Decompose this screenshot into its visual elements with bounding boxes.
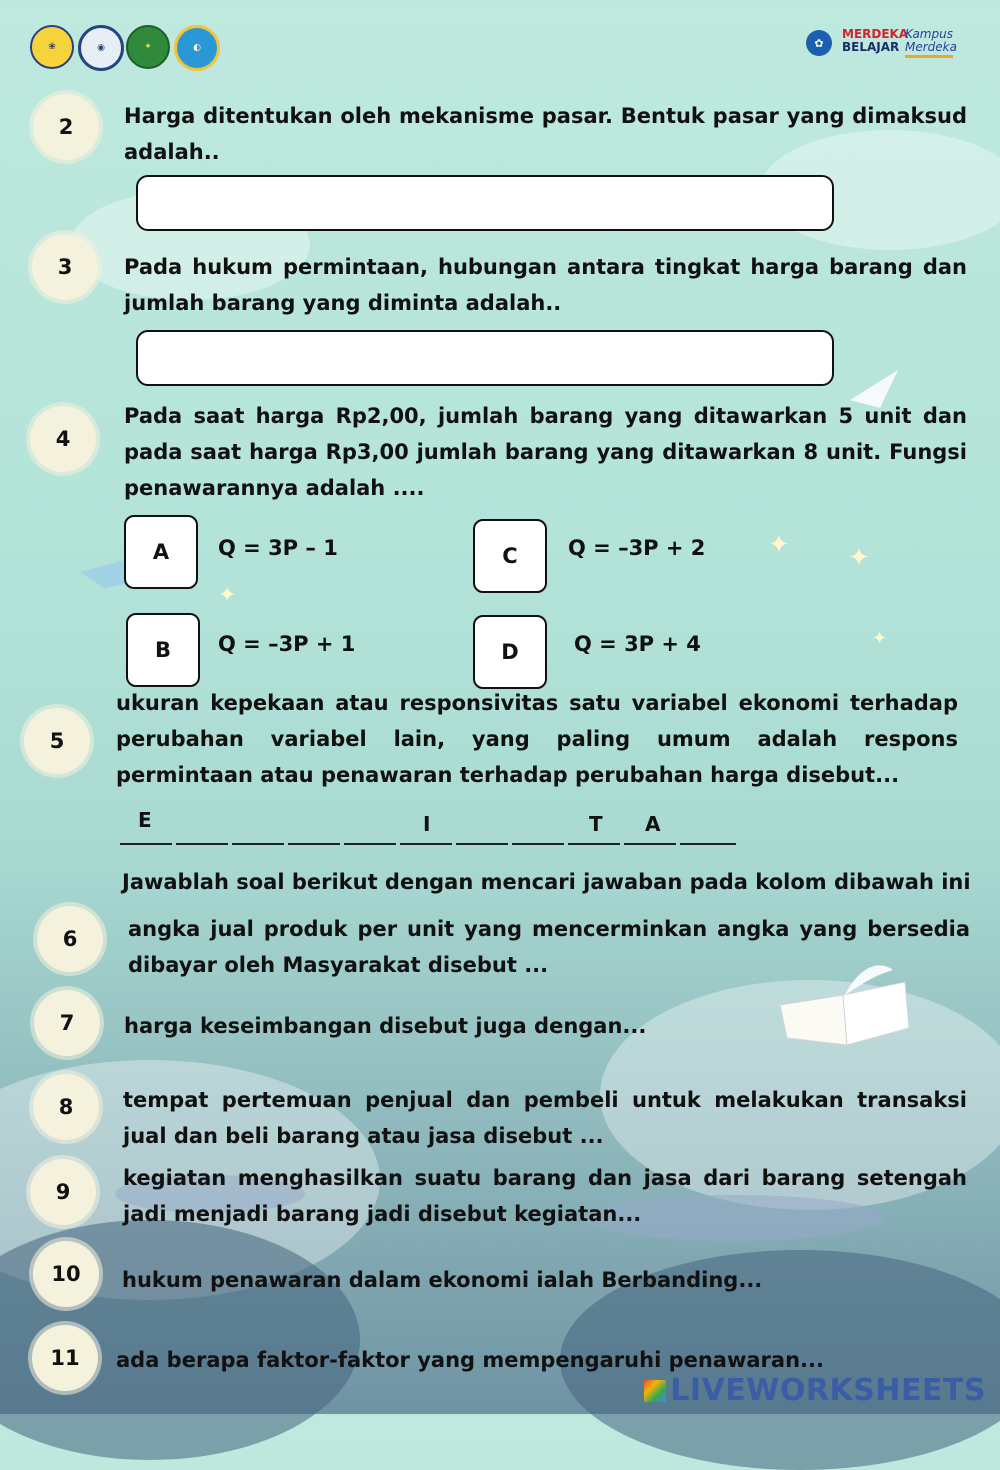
question-number-badge: 7 (34, 990, 100, 1056)
kampus-merdeka-logo (905, 28, 957, 58)
letter-hint: T (589, 812, 603, 836)
question-text: kegiatan menghasilkan suatu barang dan jasa dari barang setengah jadi menjadi barang jadi disebut kegiatan... (123, 1166, 967, 1226)
question-number-badge: 2 (33, 94, 99, 160)
question-number-badge: 9 (30, 1159, 96, 1225)
option-c-button[interactable]: C (473, 519, 547, 593)
sparkle-icon: ✦ (768, 530, 790, 560)
letter-blank-slot[interactable] (680, 843, 736, 845)
question-number-badge: 11 (32, 1325, 98, 1391)
option-b-button[interactable]: B (126, 613, 200, 687)
letter-blank-slot[interactable] (512, 843, 564, 845)
merdeka-belajar-logo (842, 28, 908, 54)
option-a-button[interactable]: A (124, 515, 198, 589)
sparkle-icon: ✦ (872, 628, 888, 649)
letter-blank-slot[interactable] (456, 843, 508, 845)
program-seal-icon: ◐ (174, 25, 220, 71)
letter-blank-slot[interactable] (288, 843, 340, 845)
liveworksheets-brand-text: LIVEWORKSHEETS (670, 1373, 986, 1408)
question-number-badge: 5 (24, 708, 90, 774)
letter-blank-slot[interactable] (624, 843, 676, 845)
question-number-badge: 8 (33, 1074, 99, 1140)
answer-input-q2[interactable] (136, 175, 834, 231)
faculty-seal-icon: ◉ (78, 25, 124, 71)
kemdikbud-logo-icon: ✿ (806, 30, 832, 56)
option-d-text: Q = 3P + 4 (574, 632, 701, 656)
brand-kampus-line1: Kampus (905, 27, 953, 41)
letter-blank-slot[interactable] (400, 843, 452, 845)
letter-blank-slot[interactable] (344, 843, 396, 845)
question-number-badge: 3 (32, 234, 98, 300)
option-d-button[interactable]: D (473, 615, 547, 689)
sparkle-icon: ✦ (848, 543, 870, 573)
brand-kampus-underline (905, 55, 953, 58)
question-text: hukum penawaran dalam ekonomi ialah Berbanding... (122, 1268, 763, 1292)
question-text: Pada saat harga Rp2,00, jumlah barang yang ditawarkan 5 unit dan pada saat harga Rp3,00 jumlah barang yang ditawarkan 8 unit. Fungsi penawarannya adalah .... (124, 404, 967, 500)
question-text: Pada hukum permintaan, hubungan antara tingkat harga barang dan jumlah barang yang diminta adalah.. (124, 255, 967, 315)
question-text: harga keseimbangan disebut juga dengan... (124, 1014, 647, 1038)
question-text: tempat pertemuan penjual dan pembeli untuk melakukan transaksi jual dan beli barang atau jasa disebut ... (123, 1088, 967, 1148)
university-seal-icon: ❀ (30, 25, 74, 69)
brand-kampus-line2: Merdeka (905, 40, 957, 54)
letter-blank-slot[interactable] (120, 843, 172, 845)
brand-merdeka-line2: BELAJAR (842, 40, 900, 54)
letter-blank-slot[interactable] (568, 843, 620, 845)
question-text: ada berapa faktor-faktor yang mempengaruhi penawaran... (116, 1348, 824, 1372)
answer-input-q3[interactable] (136, 330, 834, 386)
question-text: Harga ditentukan oleh mekanisme pasar. Bentuk pasar yang dimaksud adalah.. (124, 104, 967, 164)
sparkle-icon: ✦ (218, 583, 237, 608)
question-number-badge: 10 (33, 1241, 99, 1307)
question-number-badge: 6 (37, 906, 103, 972)
liveworksheets-logo (644, 1373, 986, 1408)
question-number-badge: 4 (30, 406, 96, 472)
option-c-text: Q = –3P + 2 (568, 536, 706, 560)
liveworksheets-icon (644, 1380, 666, 1402)
letter-hint: I (423, 812, 431, 836)
option-a-text: Q = 3P – 1 (218, 536, 338, 560)
brand-merdeka-line1: MERDEKA (842, 27, 909, 41)
letter-hint: A (645, 812, 661, 836)
question-text: angka jual produk per unit yang mencerminkan angka yang bersedia dibayar oleh Masyarakat disebut ... (128, 917, 970, 977)
instruction-text: Jawablah soal berikut dengan mencari jawaban pada kolom dibawah ini (122, 870, 971, 894)
school-seal-icon: ✦ (126, 25, 170, 69)
letter-blank-slot[interactable] (176, 843, 228, 845)
letter-blank-slot[interactable] (232, 843, 284, 845)
question-text: ukuran kepekaan atau responsivitas satu variabel ekonomi terhadap perubahan variabel lain, yang paling umum adalah respons permintaan atau penawaran terhadap perubahan harga disebut... (116, 691, 958, 787)
letter-hint: E (138, 808, 152, 832)
option-b-text: Q = –3P + 1 (218, 632, 356, 656)
